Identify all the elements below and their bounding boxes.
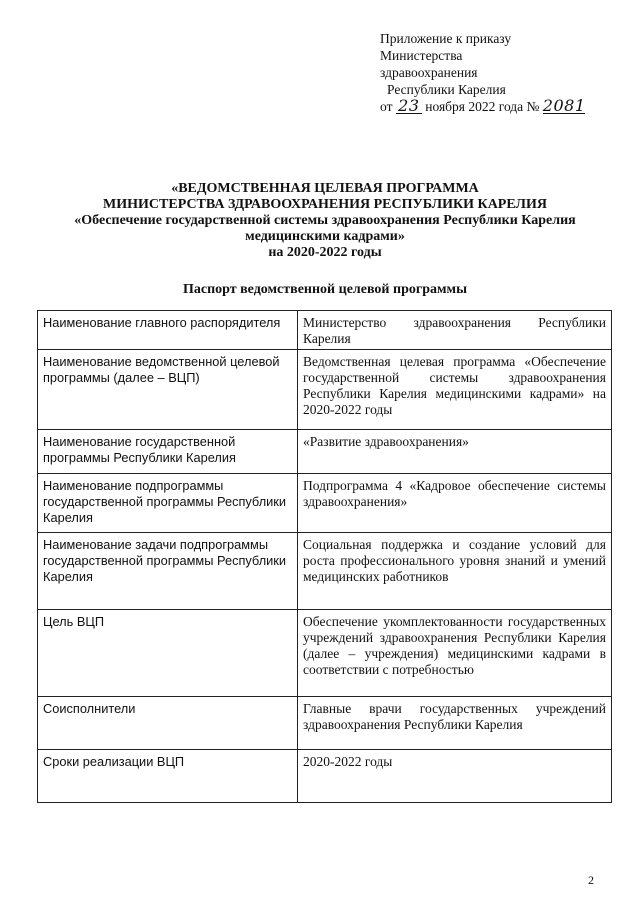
row-label: Сроки реализации ВЦП bbox=[38, 750, 298, 803]
title-line-5: на 2020-2022 годы bbox=[268, 245, 382, 260]
page-number: 2 bbox=[588, 873, 594, 887]
program-title bbox=[30, 181, 620, 261]
table-row bbox=[38, 474, 612, 533]
row-value: Главные врачи государственных учреждений здравоохранения Республики Карелия bbox=[298, 697, 612, 750]
row-label: Наименование ведомственной целевой программы (далее – ВЦП) bbox=[38, 350, 298, 430]
row-label: Наименование главного распорядителя bbox=[38, 311, 298, 350]
passport-table bbox=[37, 310, 612, 803]
appendix-line-4: Республики Карелия bbox=[387, 82, 506, 97]
table-row bbox=[38, 311, 612, 350]
appendix-line-2: Министерства bbox=[380, 48, 463, 63]
row-label: Наименование подпрограммы государственной программы Республики Карелия bbox=[38, 474, 298, 533]
table-row bbox=[38, 350, 612, 430]
title-line-1: «ВЕДОМСТВЕННАЯ ЦЕЛЕВАЯ ПРОГРАММА bbox=[171, 181, 479, 196]
passport-heading: Паспорт ведомственной целевой программы bbox=[182, 282, 468, 297]
row-label: Соисполнители bbox=[38, 697, 298, 750]
title-line-4: медицинскими кадрами» bbox=[245, 229, 405, 244]
appendix-line-1: Приложение к приказу bbox=[380, 31, 512, 46]
row-label: Наименование задачи подпрограммы государственной программы Республики Карелия bbox=[38, 533, 298, 610]
order-day-handwritten: 23 bbox=[396, 99, 422, 114]
order-number-handwritten: 2081 bbox=[542, 96, 586, 115]
table-row bbox=[38, 610, 612, 697]
table-row bbox=[38, 750, 612, 803]
title-line-3: «Обеспечение государственной системы здравоохранения Республики Карелия bbox=[74, 213, 576, 228]
row-value: 2020-2022 годы bbox=[298, 750, 612, 803]
row-label: Наименование государственной программы Республики Карелия bbox=[38, 430, 298, 474]
order-date-text: ноября 2022 года № bbox=[425, 99, 540, 114]
appendix-line-3: здравоохранения bbox=[380, 65, 478, 80]
table-row bbox=[38, 697, 612, 750]
row-value: Социальная поддержка и создание условий для роста профессионального уровня знаний и умений медицинских работников bbox=[298, 533, 612, 610]
order-reference bbox=[380, 98, 630, 115]
row-value: Министерство здравоохранения Республики Карелия bbox=[298, 311, 612, 350]
table-row bbox=[38, 430, 612, 474]
table-row bbox=[38, 533, 612, 610]
row-value: Подпрограмма 4 «Кадровое обеспечение системы здравоохранения» bbox=[298, 474, 612, 533]
row-value: Обеспечение укомплектованности государственных учреждений здравоохранения Республики Карелия (далее – учреждения) медицинскими кадрами в соответствии с потребностью bbox=[298, 610, 612, 697]
row-label: Цель ВЦП bbox=[38, 610, 298, 697]
row-value: Ведомственная целевая программа «Обеспечение государственной системы здравоохранения Республики Карелия медицинскими кадрами» на 2020-2022 годы bbox=[298, 350, 612, 430]
appendix-header bbox=[380, 30, 630, 115]
row-value: «Развитие здравоохранения» bbox=[298, 430, 612, 474]
title-line-2: МИНИСТЕРСТВА ЗДРАВООХРАНЕНИЯ РЕСПУБЛИКИ КАРЕЛИЯ bbox=[103, 197, 547, 212]
order-prefix: от bbox=[380, 99, 393, 114]
